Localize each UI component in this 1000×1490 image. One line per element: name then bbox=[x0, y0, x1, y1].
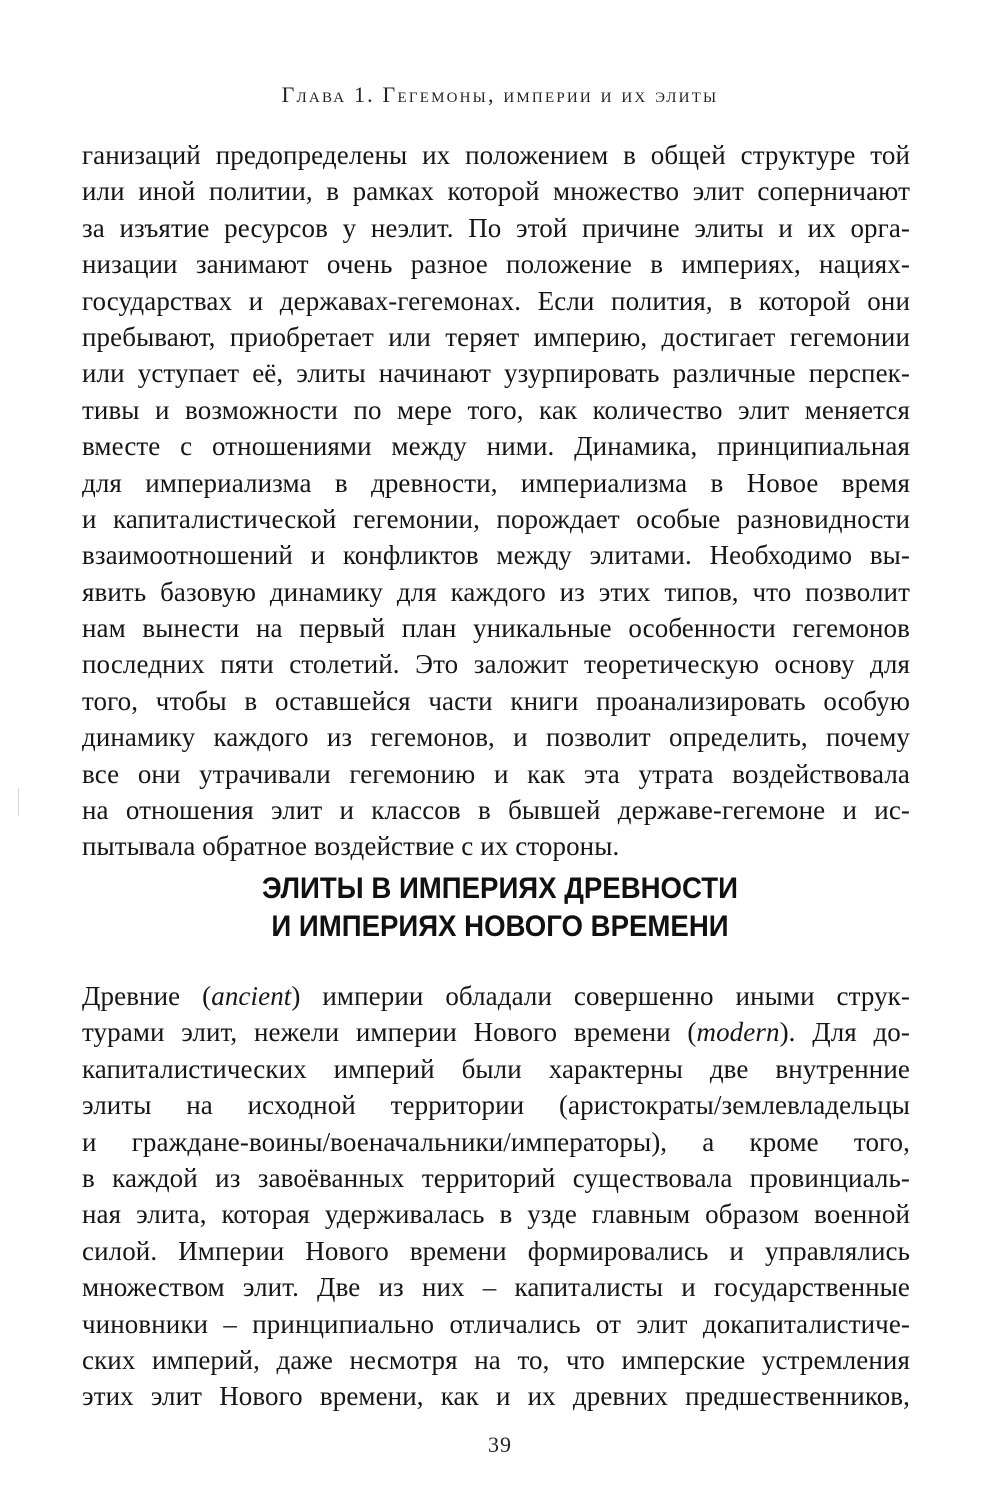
section-heading-line: И ИМПЕРИЯХ НОВОГО ВРЕМЕНИ bbox=[271, 910, 729, 943]
text-line: или уступает её, элиты начинают узурпировать различные перспек- bbox=[82, 358, 910, 389]
text-line bbox=[82, 978, 910, 1014]
text-line: ганизаций предопределены их положением в общей структуре той bbox=[82, 140, 910, 170]
italic-term: ancient bbox=[211, 981, 292, 1011]
text-line: и капиталистической гегемонии, порождает особые разновидности bbox=[82, 503, 910, 534]
text-line: ная элита, которая удерживалась в узде главным образом военной bbox=[82, 1199, 910, 1230]
text-line: последних пяти столетий. Это заложит теоретическую основу для bbox=[82, 649, 910, 680]
text-line: силой. Империи Нового времени формировались и управлялись bbox=[82, 1235, 910, 1266]
text-line: на отношения элит и классов в бывшей державе-гегемоне и ис- bbox=[82, 795, 910, 826]
text-line: ских империй, даже несмотря на то, что имперские устремления bbox=[82, 1344, 910, 1375]
text-line: или иной политии, в рамках которой множество элит соперничают bbox=[82, 176, 910, 207]
text-line: пребывают, приобретает или теряет империю, достигает гегемонии bbox=[82, 321, 910, 352]
text-line: низации занимают очень разное положение в империях, нациях- bbox=[82, 249, 910, 280]
text-line: элиты на исходной территории (аристократы/землевладельцы bbox=[82, 1090, 910, 1121]
text-line: тивы и возможности по мере того, как количество элит меняется bbox=[82, 394, 910, 425]
text-line: для империализма в древности, империализма в Новое время bbox=[82, 467, 910, 498]
text-line: явить базовую динамику для каждого из этих типов, что позволит bbox=[82, 576, 910, 607]
text-line: этих элит Нового времени, как и их древних предшественников, bbox=[82, 1381, 910, 1412]
text-line: все они утрачивали гегемонию и как эта утрата воздействовала bbox=[82, 758, 910, 789]
margin-mark bbox=[18, 788, 19, 816]
text-run: ) империи обладали совершенно иными струк- bbox=[291, 981, 910, 1011]
italic-term: modern bbox=[696, 1017, 780, 1048]
text-run: турами элит, нежели империи Нового времени ( bbox=[82, 1017, 697, 1048]
paragraph-continuation bbox=[82, 137, 910, 865]
text-line: взаимоотношений и конфликтов между элитами. Необходимо вы- bbox=[82, 540, 910, 571]
text-line: пытывала обратное воздействие с их стороны. bbox=[82, 831, 620, 862]
section-heading bbox=[40, 870, 960, 946]
text-line: вместе с отношениями между ними. Динамика, принципиальная bbox=[82, 431, 910, 462]
text-line: множеством элит. Две из них – капиталисты и государственные bbox=[82, 1272, 910, 1303]
section-heading-line: ЭЛИТЫ В ИМПЕРИЯХ ДРЕВНОСТИ bbox=[262, 872, 738, 905]
text-line: и граждане-воины/военачальники/императоры), а кроме того, bbox=[82, 1126, 910, 1157]
text-line bbox=[82, 1014, 910, 1050]
text-line: за изъятие ресурсов у неэлит. По этой причине элиты и их орга- bbox=[82, 212, 910, 243]
text-line: чиновники – принципиально отличались от элит докапиталистиче- bbox=[82, 1308, 910, 1339]
text-line: нам вынести на первый план уникальные особенности гегемонов bbox=[82, 613, 910, 644]
text-line: государствах и державах-гегемонах. Если полития, в которой они bbox=[82, 285, 910, 316]
text-line: того, чтобы в оставшейся части книги проанализировать особую bbox=[82, 685, 910, 716]
text-run: ). Для до- bbox=[779, 1017, 910, 1048]
page-number: 39 bbox=[488, 1432, 512, 1457]
text-line: капиталистических империй были характерны две внутренние bbox=[82, 1053, 910, 1084]
text-line: динамику каждого из гегемонов, и позволит определить, почему bbox=[82, 722, 910, 753]
text-run: Древние ( bbox=[82, 981, 212, 1011]
running-head: Глава 1. Гегемоны, империи и их элиты bbox=[281, 82, 719, 107]
paragraph-section-start bbox=[82, 978, 910, 1415]
text-line: в каждой из завоёванных территорий существовала провинциаль- bbox=[82, 1162, 910, 1193]
